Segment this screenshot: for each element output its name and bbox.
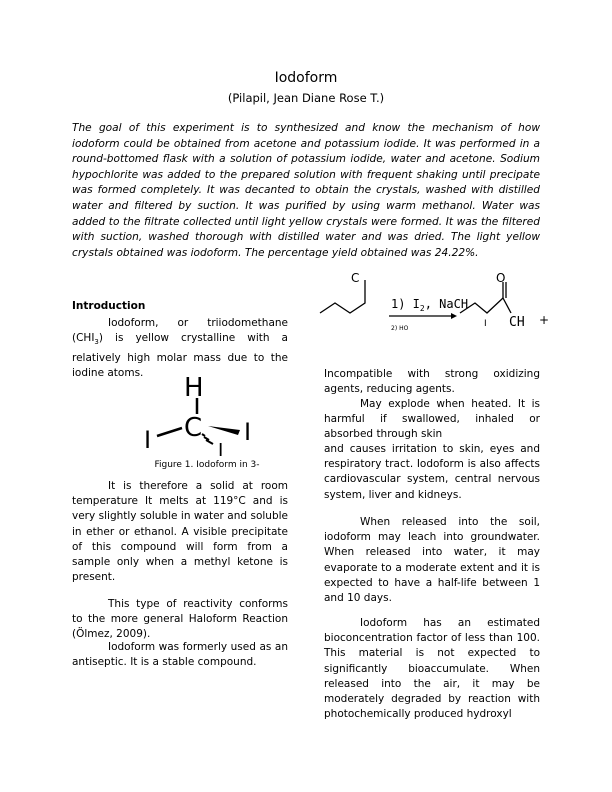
intro-paragraph-1: Iodoform, or triiodomethane $(CHI_3)$ is yellow crystalline with a relatively high molar mass due to the iodine atoms. [72, 317, 288, 379]
atom-i-right: I [244, 418, 252, 446]
abstract: The goal of this experiment is to synthesized and know the mechanism of how iodoform could be obtained from acetone and potassium iodide. It was performed in a round-bottomed flask with a solution of potassium iodide, water and acetone. Sodium hypochlorite was added to the prepared solution with frequent shaking until precipate was formed completely. It was decanted to obtain the crystals, washed with distilled water and filtered by suction. It was purified by using warm methanol. Water was added to the filtrate collected until light yellow crystals were formed. It was the filtered with suction, washed thorough with distilled water and was dried. The light yellow crystals obtained was iodoform. The percentage yield obtained was 24.22%. [72, 122, 540, 259]
iodoform-structure [140, 368, 280, 460]
right-paragraph-5: Iodoform has an estimated bioconcentration factor of less than 100. This material is not expected to significantly bioaccumulate. When released into the air, it may be moderately degraded by reaction with photochemically produced hydroxyl [324, 617, 540, 721]
reaction-arrowhead [451, 313, 457, 319]
intro-paragraph-3: This type of reactivity conforms to the more general Haloform Reaction (Ölmez, 2009). [72, 598, 288, 641]
product-ch-label: CH [509, 315, 525, 330]
figure-caption: Figure 1. Iodoform in 3- [154, 460, 260, 470]
intro-heading: Introduction [72, 300, 146, 312]
product-oxygen-label: O [496, 271, 506, 285]
plus-sign: + [539, 313, 550, 327]
bond-c-i-right-wedge [208, 426, 240, 435]
right-paragraph-1: Incompatible with strong oxidizing agents, reducing agents. [324, 368, 540, 396]
atom-h: H [184, 373, 204, 403]
bond-c-i-bottom-hash [202, 434, 213, 444]
right-paragraph-2: May explode when heated. It is harmful if swallowed, inhaled or absorbed through skin [324, 398, 540, 441]
right-paragraph-4: When released into the soil, iodoform may leach into groundwater. When released into water, it may evaporate to a moderate extent and it is expected to have a half-life between 1 and 10 days. [324, 516, 540, 605]
author-line: (Pilapil, Jean Diane Rose T.) [227, 91, 385, 105]
reactant-carbon-label: C [351, 271, 360, 285]
intro-paragraph-4: Iodoform was formerly used as an antiseptic. It is a stable compound. [72, 641, 288, 669]
atom-i-bottom: I [218, 440, 224, 460]
intro-paragraph-2: It is therefore a solid at room temperature It melts at 119°C and is very slightly soluble in water and soluble in ether or ethanol. A visible precipitate of this compound will form from a sample only when a methyl ketone is present. [72, 480, 288, 584]
atom-i-left: I [144, 426, 152, 454]
reagent-label: 1) $I_2$, NaCH [391, 297, 469, 313]
bond-c-i-left [157, 428, 182, 436]
right-paragraph-3: and causes irritation to skin, eyes and respiratory tract. Iodoform is also affects cardiovascular system, central nervous system, liver and kidneys. [324, 443, 540, 501]
atom-c: C [184, 413, 203, 443]
step2-label: 2) HO [391, 325, 409, 332]
paper-title: Iodoform [274, 70, 338, 86]
product-iodine-label: I [484, 319, 487, 329]
reaction-scheme [315, 268, 555, 338]
